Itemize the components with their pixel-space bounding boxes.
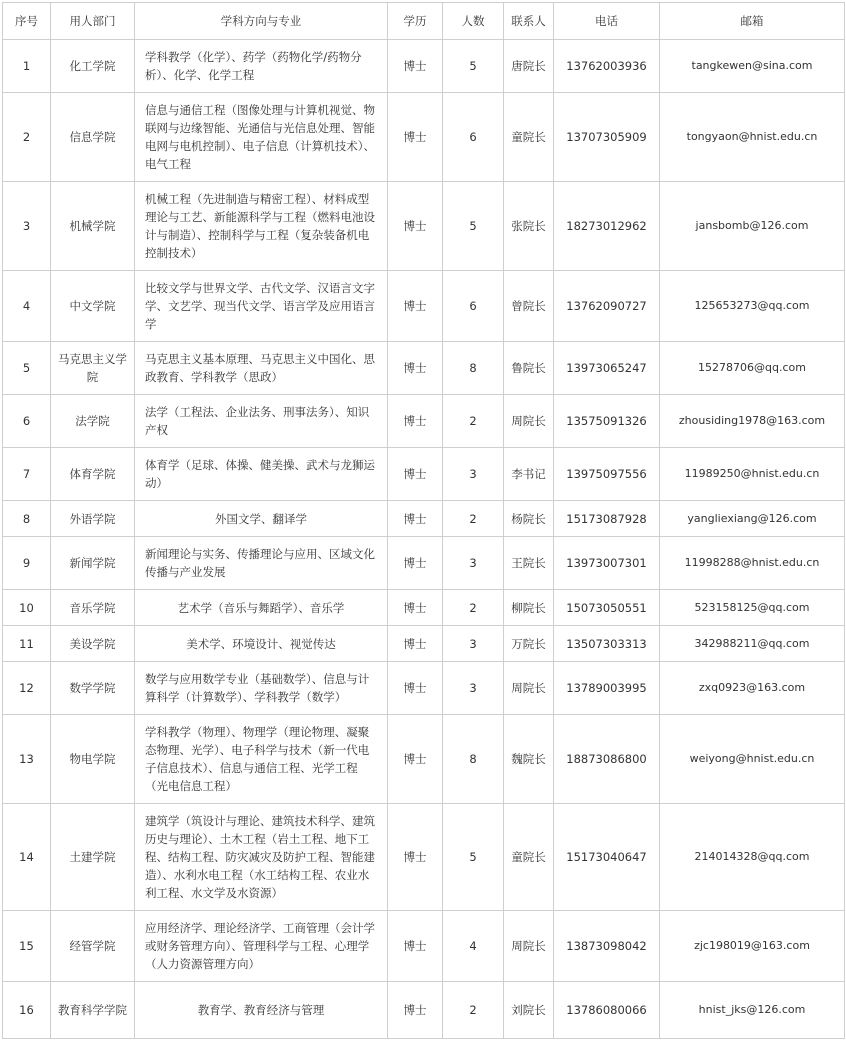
row-number: 8 — [3, 501, 51, 537]
major-cell: 外国文学、翻译学 — [135, 501, 388, 537]
degree-cell: 博士 — [388, 804, 443, 911]
department-cell: 体育学院 — [51, 448, 135, 501]
recruitment-table — [2, 2, 845, 1039]
degree-cell: 博士 — [388, 537, 443, 590]
table-row — [3, 715, 845, 804]
degree-cell: 博士 — [388, 182, 443, 271]
email-cell: 11989250@hnist.edu.cn — [660, 448, 845, 501]
department-cell: 数学学院 — [51, 662, 135, 715]
table-row — [3, 662, 845, 715]
contact-cell: 魏院长 — [504, 715, 554, 804]
row-number: 15 — [3, 911, 51, 982]
table-row — [3, 911, 845, 982]
table-header-row — [3, 3, 845, 40]
header-email: 邮箱 — [660, 3, 845, 40]
email-cell: zhousiding1978@163.com — [660, 395, 845, 448]
count-cell: 6 — [443, 271, 504, 342]
department-cell: 外语学院 — [51, 501, 135, 537]
contact-cell: 刘院长 — [504, 982, 554, 1039]
degree-cell: 博士 — [388, 93, 443, 182]
header-no: 序号 — [3, 3, 51, 40]
row-number: 16 — [3, 982, 51, 1039]
major-cell: 学科教学（物理）、物理学（理论物理、凝聚态物理、光学）、电子科学与技术（新一代电子信息技术）、信息与通信工程、光学工程（光电信息工程） — [135, 715, 388, 804]
header-contact: 联系人 — [504, 3, 554, 40]
phone-cell: 15173087928 — [554, 501, 660, 537]
header-major: 学科方向与专业 — [135, 3, 388, 40]
row-number: 7 — [3, 448, 51, 501]
table-row — [3, 590, 845, 626]
department-cell: 中文学院 — [51, 271, 135, 342]
phone-cell: 13873098042 — [554, 911, 660, 982]
count-cell: 2 — [443, 982, 504, 1039]
department-cell: 美设学院 — [51, 626, 135, 662]
contact-cell: 鲁院长 — [504, 342, 554, 395]
row-number: 2 — [3, 93, 51, 182]
phone-cell: 15073050551 — [554, 590, 660, 626]
degree-cell: 博士 — [388, 448, 443, 501]
phone-cell: 13973065247 — [554, 342, 660, 395]
email-cell: 15278706@qq.com — [660, 342, 845, 395]
major-cell: 学科教学（化学）、药学（药物化学/药物分析）、化学、化学工程 — [135, 40, 388, 93]
count-cell: 5 — [443, 804, 504, 911]
contact-cell: 柳院长 — [504, 590, 554, 626]
degree-cell: 博士 — [388, 395, 443, 448]
phone-cell: 13786080066 — [554, 982, 660, 1039]
header-phone: 电话 — [554, 3, 660, 40]
phone-cell: 13762003936 — [554, 40, 660, 93]
degree-cell: 博士 — [388, 342, 443, 395]
row-number: 4 — [3, 271, 51, 342]
department-cell: 教育科学学院 — [51, 982, 135, 1039]
degree-cell: 博士 — [388, 271, 443, 342]
contact-cell: 周院长 — [504, 662, 554, 715]
degree-cell: 博士 — [388, 501, 443, 537]
table-row — [3, 93, 845, 182]
major-cell: 马克思主义基本原理、马克思主义中国化、思政教育、学科教学（思政） — [135, 342, 388, 395]
email-cell: 523158125@qq.com — [660, 590, 845, 626]
contact-cell: 万院长 — [504, 626, 554, 662]
row-number: 5 — [3, 342, 51, 395]
table-row — [3, 501, 845, 537]
row-number: 1 — [3, 40, 51, 93]
degree-cell: 博士 — [388, 715, 443, 804]
table-row — [3, 537, 845, 590]
row-number: 6 — [3, 395, 51, 448]
degree-cell: 博士 — [388, 40, 443, 93]
contact-cell: 曾院长 — [504, 271, 554, 342]
phone-cell: 13507303313 — [554, 626, 660, 662]
count-cell: 2 — [443, 395, 504, 448]
phone-cell: 15173040647 — [554, 804, 660, 911]
phone-cell: 13762090727 — [554, 271, 660, 342]
email-cell: zxq0923@163.com — [660, 662, 845, 715]
header-degree: 学历 — [388, 3, 443, 40]
table-row — [3, 804, 845, 911]
major-cell: 教育学、教育经济与管理 — [135, 982, 388, 1039]
table-row — [3, 448, 845, 501]
major-cell: 美术学、环境设计、视觉传达 — [135, 626, 388, 662]
department-cell: 物电学院 — [51, 715, 135, 804]
email-cell: weiyong@hnist.edu.cn — [660, 715, 845, 804]
email-cell: 125653273@qq.com — [660, 271, 845, 342]
phone-cell: 13789003995 — [554, 662, 660, 715]
contact-cell: 童院长 — [504, 93, 554, 182]
department-cell: 新闻学院 — [51, 537, 135, 590]
department-cell: 机械学院 — [51, 182, 135, 271]
email-cell: hnist_jks@126.com — [660, 982, 845, 1039]
table-row — [3, 182, 845, 271]
contact-cell: 童院长 — [504, 804, 554, 911]
count-cell: 2 — [443, 590, 504, 626]
email-cell: 214014328@qq.com — [660, 804, 845, 911]
degree-cell: 博士 — [388, 662, 443, 715]
department-cell: 法学院 — [51, 395, 135, 448]
degree-cell: 博士 — [388, 911, 443, 982]
phone-cell: 18273012962 — [554, 182, 660, 271]
major-cell: 新闻理论与实务、传播理论与应用、区域文化传播与产业发展 — [135, 537, 388, 590]
major-cell: 建筑学（筑设计与理论、建筑技术科学、建筑历史与理论）、土木工程（岩土工程、地下工程、结构工程、防灾减灾及防护工程、智能建造）、水利水电工程（水工结构工程、农业水利工程、水文学及水资源） — [135, 804, 388, 911]
degree-cell: 博士 — [388, 590, 443, 626]
department-cell: 土建学院 — [51, 804, 135, 911]
contact-cell: 张院长 — [504, 182, 554, 271]
major-cell: 机械工程（先进制造与精密工程）、材料成型理论与工艺、新能源科学与工程（燃料电池设计与制造）、控制科学与工程（复杂装备机电控制技术） — [135, 182, 388, 271]
row-number: 10 — [3, 590, 51, 626]
table-row — [3, 395, 845, 448]
table-body — [3, 40, 845, 1039]
contact-cell: 唐院长 — [504, 40, 554, 93]
major-cell: 体育学（足球、体操、健美操、武术与龙狮运动） — [135, 448, 388, 501]
row-number: 11 — [3, 626, 51, 662]
major-cell: 数学与应用数学专业（基础数学）、信息与计算科学（计算数学）、学科教学（数学） — [135, 662, 388, 715]
contact-cell: 杨院长 — [504, 501, 554, 537]
phone-cell: 13707305909 — [554, 93, 660, 182]
major-cell: 法学（工程法、企业法务、刑事法务）、知识产权 — [135, 395, 388, 448]
table-row — [3, 342, 845, 395]
header-count: 人数 — [443, 3, 504, 40]
row-number: 14 — [3, 804, 51, 911]
phone-cell: 18873086800 — [554, 715, 660, 804]
contact-cell: 王院长 — [504, 537, 554, 590]
count-cell: 3 — [443, 662, 504, 715]
table-row — [3, 982, 845, 1039]
table-row — [3, 626, 845, 662]
table-row — [3, 40, 845, 93]
count-cell: 3 — [443, 537, 504, 590]
department-cell: 经管学院 — [51, 911, 135, 982]
count-cell: 5 — [443, 182, 504, 271]
department-cell: 化工学院 — [51, 40, 135, 93]
email-cell: 342988211@qq.com — [660, 626, 845, 662]
email-cell: tangkewen@sina.com — [660, 40, 845, 93]
count-cell: 3 — [443, 626, 504, 662]
count-cell: 6 — [443, 93, 504, 182]
department-cell: 马克思主义学院 — [51, 342, 135, 395]
contact-cell: 周院长 — [504, 395, 554, 448]
major-cell: 艺术学（音乐与舞蹈学）、音乐学 — [135, 590, 388, 626]
count-cell: 3 — [443, 448, 504, 501]
email-cell: yangliexiang@126.com — [660, 501, 845, 537]
major-cell: 信息与通信工程（图像处理与计算机视觉、物联网与边缘智能、光通信与光信息处理、智能电网与电机控制）、电子信息（计算机技术）、电气工程 — [135, 93, 388, 182]
count-cell: 8 — [443, 342, 504, 395]
contact-cell: 周院长 — [504, 911, 554, 982]
phone-cell: 13973007301 — [554, 537, 660, 590]
row-number: 13 — [3, 715, 51, 804]
row-number: 9 — [3, 537, 51, 590]
count-cell: 4 — [443, 911, 504, 982]
row-number: 12 — [3, 662, 51, 715]
table-row — [3, 271, 845, 342]
department-cell: 信息学院 — [51, 93, 135, 182]
email-cell: zjc198019@163.com — [660, 911, 845, 982]
email-cell: 11998288@hnist.edu.cn — [660, 537, 845, 590]
count-cell: 5 — [443, 40, 504, 93]
major-cell: 比较文学与世界文学、古代文学、汉语言文字学、文艺学、现当代文学、语言学及应用语言学 — [135, 271, 388, 342]
degree-cell: 博士 — [388, 982, 443, 1039]
row-number: 3 — [3, 182, 51, 271]
major-cell: 应用经济学、理论经济学、工商管理（会计学或财务管理方向）、管理科学与工程、心理学（人力资源管理方向） — [135, 911, 388, 982]
contact-cell: 李书记 — [504, 448, 554, 501]
email-cell: jansbomb@126.com — [660, 182, 845, 271]
phone-cell: 13975097556 — [554, 448, 660, 501]
count-cell: 2 — [443, 501, 504, 537]
email-cell: tongyaon@hnist.edu.cn — [660, 93, 845, 182]
header-dept: 用人部门 — [51, 3, 135, 40]
count-cell: 8 — [443, 715, 504, 804]
department-cell: 音乐学院 — [51, 590, 135, 626]
phone-cell: 13575091326 — [554, 395, 660, 448]
degree-cell: 博士 — [388, 626, 443, 662]
